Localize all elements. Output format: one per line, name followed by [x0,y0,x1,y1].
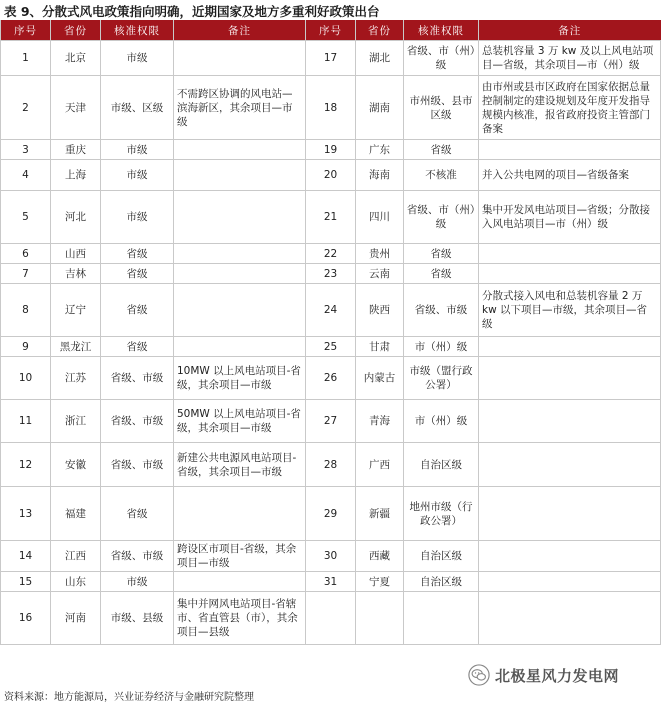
right-province-cell: 甘肃 [356,337,404,357]
right-row-number-cell: 26 [306,357,356,400]
right-province-cell: 海南 [356,160,404,191]
left-approval-authority-cell: 省级 [101,337,174,357]
left-row-number-cell: 3 [1,140,51,160]
right-province-cell [356,592,404,645]
left-province-cell: 黑龙江 [51,337,101,357]
right-row-number-cell: 28 [306,443,356,487]
left-remark-cell [174,337,306,357]
table-row [1,443,661,487]
right-remark-cell [479,140,661,160]
source-note: 资料来源：地方能源局，兴业证券经济与金融研究院整理 [4,692,254,703]
left-remark-cell: 50MW 以上风电站项目-省级，其余项目—市级 [174,400,306,443]
left-approval-authority-cell: 省级、市级 [101,357,174,400]
left-row-number-cell: 1 [1,41,51,76]
right-row-number-cell: 22 [306,244,356,264]
right-approval-authority-cell [404,592,479,645]
left-remark-cell: 新建公共电源风电站项目-省级，其余项目—市级 [174,443,306,487]
right-remark-cell [479,337,661,357]
left-province-cell: 山东 [51,572,101,592]
table-row [1,244,661,264]
right-approval-authority-cell: 省级、市级 [404,284,479,337]
left-remark-cell [174,140,306,160]
table-row [1,541,661,572]
right-province-cell: 贵州 [356,244,404,264]
left-province-cell: 江西 [51,541,101,572]
left-row-number-cell: 2 [1,76,51,140]
header-cell: 序号 [306,20,356,41]
right-approval-authority-cell: 自治区级 [404,541,479,572]
left-remark-cell [174,160,306,191]
left-remark-cell [174,264,306,284]
left-row-number-cell: 12 [1,443,51,487]
table-row [1,76,661,140]
right-row-number-cell: 20 [306,160,356,191]
table-row [1,487,661,541]
right-remark-cell [479,592,661,645]
left-remark-cell [174,41,306,76]
left-province-cell: 重庆 [51,140,101,160]
table-row [1,572,661,592]
left-approval-authority-cell: 市级、区级 [101,76,174,140]
right-province-cell: 湖北 [356,41,404,76]
left-remark-cell [174,487,306,541]
left-province-cell: 吉林 [51,264,101,284]
right-remark-cell: 并入公共电网的项目—省级备案 [479,160,661,191]
right-approval-authority-cell: 省级 [404,140,479,160]
right-remark-cell [479,357,661,400]
right-province-cell: 内蒙古 [356,357,404,400]
right-approval-authority-cell: 自治区级 [404,572,479,592]
table-row [1,140,661,160]
right-province-cell: 四川 [356,191,404,244]
right-approval-authority-cell: 省级 [404,264,479,284]
right-row-number-cell: 24 [306,284,356,337]
table-row [1,191,661,244]
left-remark-cell: 不需跨区协调的风电站—滨海新区，其余项目—市级 [174,76,306,140]
right-row-number-cell: 17 [306,41,356,76]
right-approval-authority-cell: 省级、市（州）级 [404,191,479,244]
watermark [468,662,658,688]
table-row [1,284,661,337]
right-row-number-cell: 18 [306,76,356,140]
left-approval-authority-cell: 省级 [101,244,174,264]
right-province-cell: 西藏 [356,541,404,572]
left-remark-cell: 跨设区市项目-省级，其余项目—市级 [174,541,306,572]
right-row-number-cell: 25 [306,337,356,357]
table-row [1,592,661,645]
right-province-cell: 湖南 [356,76,404,140]
right-approval-authority-cell: 不核准 [404,160,479,191]
table-row [1,160,661,191]
left-approval-authority-cell: 市级 [101,191,174,244]
right-remark-cell: 集中开发风电站项目—省级；分散接入风电站项目—市（州）级 [479,191,661,244]
right-row-number-cell: 31 [306,572,356,592]
right-row-number-cell [306,592,356,645]
right-row-number-cell: 27 [306,400,356,443]
table-header-row [1,20,661,41]
header-cell: 核准权限 [101,20,174,41]
right-province-cell: 广东 [356,140,404,160]
left-province-cell: 辽宁 [51,284,101,337]
left-row-number-cell: 11 [1,400,51,443]
left-province-cell: 河南 [51,592,101,645]
left-row-number-cell: 13 [1,487,51,541]
left-approval-authority-cell: 省级 [101,284,174,337]
left-approval-authority-cell: 市级 [101,160,174,191]
right-remark-cell: 由市州或县市区政府在国家依据总量控制制定的建设规划及年度开发指导规模内核准，报省政府投资主管部门备案 [479,76,661,140]
right-approval-authority-cell: 市州级、县市区级 [404,76,479,140]
left-approval-authority-cell: 市级 [101,41,174,76]
left-province-cell: 河北 [51,191,101,244]
right-province-cell: 陕西 [356,284,404,337]
header-cell: 备注 [174,20,306,41]
right-province-cell: 宁夏 [356,572,404,592]
right-row-number-cell: 29 [306,487,356,541]
right-approval-authority-cell: 市级（盟行政公署） [404,357,479,400]
right-province-cell: 云南 [356,264,404,284]
table-row [1,41,661,76]
left-approval-authority-cell: 省级 [101,487,174,541]
right-approval-authority-cell: 自治区级 [404,443,479,487]
right-row-number-cell: 23 [306,264,356,284]
left-province-cell: 山西 [51,244,101,264]
left-row-number-cell: 15 [1,572,51,592]
left-approval-authority-cell: 省级、市级 [101,400,174,443]
table-row [1,400,661,443]
left-province-cell: 福建 [51,487,101,541]
table-row [1,264,661,284]
left-approval-authority-cell: 省级、市级 [101,541,174,572]
left-province-cell: 北京 [51,41,101,76]
left-row-number-cell: 14 [1,541,51,572]
left-row-number-cell: 10 [1,357,51,400]
right-approval-authority-cell: 市（州）级 [404,337,479,357]
left-province-cell: 浙江 [51,400,101,443]
left-province-cell: 安徽 [51,443,101,487]
left-row-number-cell: 8 [1,284,51,337]
right-remark-cell [479,487,661,541]
right-province-cell: 新疆 [356,487,404,541]
left-remark-cell [174,284,306,337]
left-row-number-cell: 5 [1,191,51,244]
left-remark-cell [174,572,306,592]
left-approval-authority-cell: 市级 [101,572,174,592]
table-row [1,357,661,400]
right-row-number-cell: 21 [306,191,356,244]
right-province-cell: 青海 [356,400,404,443]
policy-table [0,20,661,645]
left-row-number-cell: 16 [1,592,51,645]
table-row [1,337,661,357]
header-cell: 序号 [1,20,51,41]
left-row-number-cell: 9 [1,337,51,357]
wechat-icon [468,664,490,686]
left-province-cell: 上海 [51,160,101,191]
right-remark-cell [479,400,661,443]
left-remark-cell: 集中并网风电站项目-省辖市、省直管县（市），其余项目—县级 [174,592,306,645]
left-row-number-cell: 6 [1,244,51,264]
right-remark-cell [479,264,661,284]
left-province-cell: 天津 [51,76,101,140]
left-approval-authority-cell: 省级 [101,264,174,284]
left-approval-authority-cell: 市级 [101,140,174,160]
table-title: 表 9、分散式风电政策指向明确，近期国家及地方多重利好政策出台 [4,4,380,19]
right-remark-cell: 总装机容量 3 万 kw 及以上风电站项目—省级，其余项目—市（州）级 [479,41,661,76]
left-approval-authority-cell: 市级、县级 [101,592,174,645]
right-remark-cell: 分散式接入风电和总装机容量 2 万 kw 以下项目—市级，其余项目—省级 [479,284,661,337]
right-remark-cell [479,541,661,572]
left-row-number-cell: 7 [1,264,51,284]
left-province-cell: 江苏 [51,357,101,400]
right-province-cell: 广西 [356,443,404,487]
header-cell: 核准权限 [404,20,479,41]
right-remark-cell [479,443,661,487]
right-approval-authority-cell: 省级 [404,244,479,264]
right-remark-cell [479,244,661,264]
header-cell: 省份 [356,20,404,41]
header-cell: 备注 [479,20,661,41]
right-remark-cell [479,572,661,592]
left-approval-authority-cell: 省级、市级 [101,443,174,487]
right-row-number-cell: 30 [306,541,356,572]
watermark-text: 北极星风力发电网 [495,666,620,685]
right-approval-authority-cell: 市（州）级 [404,400,479,443]
right-approval-authority-cell: 地州市级（行政公署） [404,487,479,541]
right-approval-authority-cell: 省级、市（州）级 [404,41,479,76]
left-row-number-cell: 4 [1,160,51,191]
left-remark-cell [174,191,306,244]
left-remark-cell [174,244,306,264]
left-remark-cell: 10MW 以上风电站项目-省级，其余项目—市级 [174,357,306,400]
right-row-number-cell: 19 [306,140,356,160]
header-cell: 省份 [51,20,101,41]
